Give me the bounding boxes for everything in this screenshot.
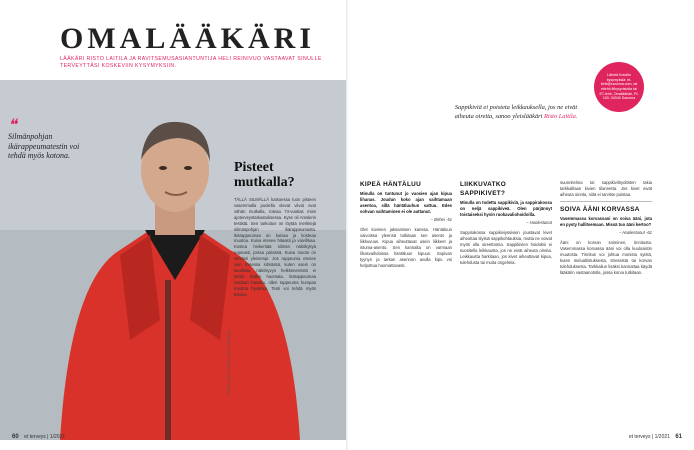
deck-text: Sappikiviä ei poisteta leikkauksella, jos ne eivät aiheuta oireita, sanoo yleislääkäri [454, 104, 578, 120]
column-2-answer: Sappirakossa sappikiviyssivien joustavat kivet aiheuttaa tiiyisiä sappikohtauksia, mutta ne voivat myös olla oireettomia. Sappikivien hoidoksi ei suositella leikkausta, jos ne eivät aiheuta oireita. Leikkausta harkitaan, jos kivet aiheuttavat kipua, tulehdusta tai muita ongelmia. [460, 230, 552, 265]
column-2 [460, 180, 552, 268]
column-2-signature: – Huolestunut [526, 220, 552, 226]
column-3-continued: suunnitelma tai sappikivilöydösten takia tarkkaillaan kivien tilannetta. Jos kivet eivät aiheuta oireita, niitä ei tarvitse poistaa. [560, 180, 652, 197]
column-2-question: Minulla on todettu sappikiviä, ja sappirakossa on neljä sappikiveä. Olen pärjännyt toistaiseksi hyvin ruokavaliohoidoilla. [460, 200, 552, 218]
column-1-question: Minulla on tuntunut jo vuosien ajan kipua lihanas. Joudun koko ajan vaihtamaan asentoa, sillä häntäluuhun sattuu. Edes sohvan vaihtaminen ei ole auttanut. [360, 191, 452, 214]
page-gutter [346, 0, 348, 450]
article-body: TÄLLÄ SILMÄLLÄ katsoessa tuon pisteen vasemmalla puolella olevat viivat ovat vähän mutkalla, toteaa 74-vuotias mies ajoterveystarkastuksessa. Kyse oli Amslerin testistä. Sen tarkoitus on löytää merkkejä silmänpohjan ikärappeumasta. Ikärappeumaa on kuivaa ja kosteaa muotoa. Kuiva etenee hitaasti ja vaivihkaa. Kostea heikentää silmän näkökykyä nopeasti, joissa päivissä. Kuiva muoto on selvästi yleisempi. Jos rappeuma etenee vain toisessa silmässä, kuten usein on tavallista, näkökyvyn heikkenemistä ei tahdo lisäksi huomata. Ikärappeumaa voidaan havaita, ollen tappeuma kumpaa muotoa hyvänsä. Testi voi tehdä myös kotona. [234, 196, 316, 298]
pull-quote-text: Silmänpohjan ikärappeumatestin voi tehdä myös kotona. [8, 132, 80, 161]
folio-left [12, 434, 65, 440]
column-3-question: Vasemmassa korvassani on soiva ääni, jota en pysty hallitsemaan. Missä tuo ääni kertoo? [560, 215, 652, 227]
badge-text: Lähetä Kotoiiln kysymyksiä: et-lehti@sanoma.com, tai etlehti.fi/kysyristolta tai ET-lehti, Omalääkäri, PL 100, 00040 Sanoma [599, 72, 639, 101]
deck-quote [450, 104, 582, 121]
column-1-heading: KIPEÄ HÄNTÄLUU [360, 181, 422, 188]
folio-right [629, 434, 682, 440]
section-title: OMALÄÄKÄRI [60, 22, 315, 55]
column-1-signature: – Birhei -51 [430, 216, 452, 222]
column-3-body: Ääni on korvan soiminen, tinnitusta. Vasemmassa korvassa ääni voi olla kuuloaistin muutosta. Tinnitus voi johtua monista syistä, kuten melualtistuksesta, stressistä tai korvan tulehduksesta. Tarkkailun lisäksi kannattaa käydä lääkärin vastaanotolla, jossa korva tutkitaan. [560, 239, 652, 275]
magazine-name-left: et terveys | 1/2021 [24, 434, 66, 440]
pull-quote [8, 117, 88, 161]
article-heading: Pisteet mutkalla? [234, 160, 295, 191]
article-box [234, 160, 316, 298]
section-lead: LÄÄKÄRI RISTO LAITILA JA RAVITSEMUSASIANTUNTIJA HELI REINIVUO VASTAAVAT SINULLE TERVEYTTÄSI KOSKEVIIN KYSYMYKSIIN. [60, 56, 322, 70]
photo-credit: KUVA KRISTIINA KONTONIEMI [226, 330, 231, 395]
page-number-left: 60 [12, 434, 19, 440]
column-3-heading: SOIVA ÄÄNI KORVASSA [560, 205, 640, 213]
deck-name: Risto Laitila. [544, 112, 578, 120]
column-3 [560, 180, 652, 278]
column-2-heading: LIIKKUVATKO SAPPIKIVET? [460, 181, 507, 198]
column-3-signature: – Huolestunut -61 [618, 229, 652, 235]
contact-badge [594, 62, 644, 112]
column-3-divider [560, 201, 652, 202]
column-1-answer: Olet kovinen jaksamisen kanssa. Häntäluun vaivoissa yleensä tutkitaan sen asento ja liikkuvuus. Kipua aiheuttavat usein liikkeet ja istuma-asento. Sen kannalta on varmaan lihasvaihdoissa häntäluun kipuun. Sopivan tyynyn ja tarkan asennon avulla kipu voi helpottua huomattavasti. [360, 226, 452, 268]
magazine-name-right: et terveys | 1/2021 [628, 434, 670, 440]
column-1 [360, 180, 452, 271]
page-number-right: 61 [675, 434, 682, 440]
quote-mark-icon: ❝ [8, 117, 17, 134]
